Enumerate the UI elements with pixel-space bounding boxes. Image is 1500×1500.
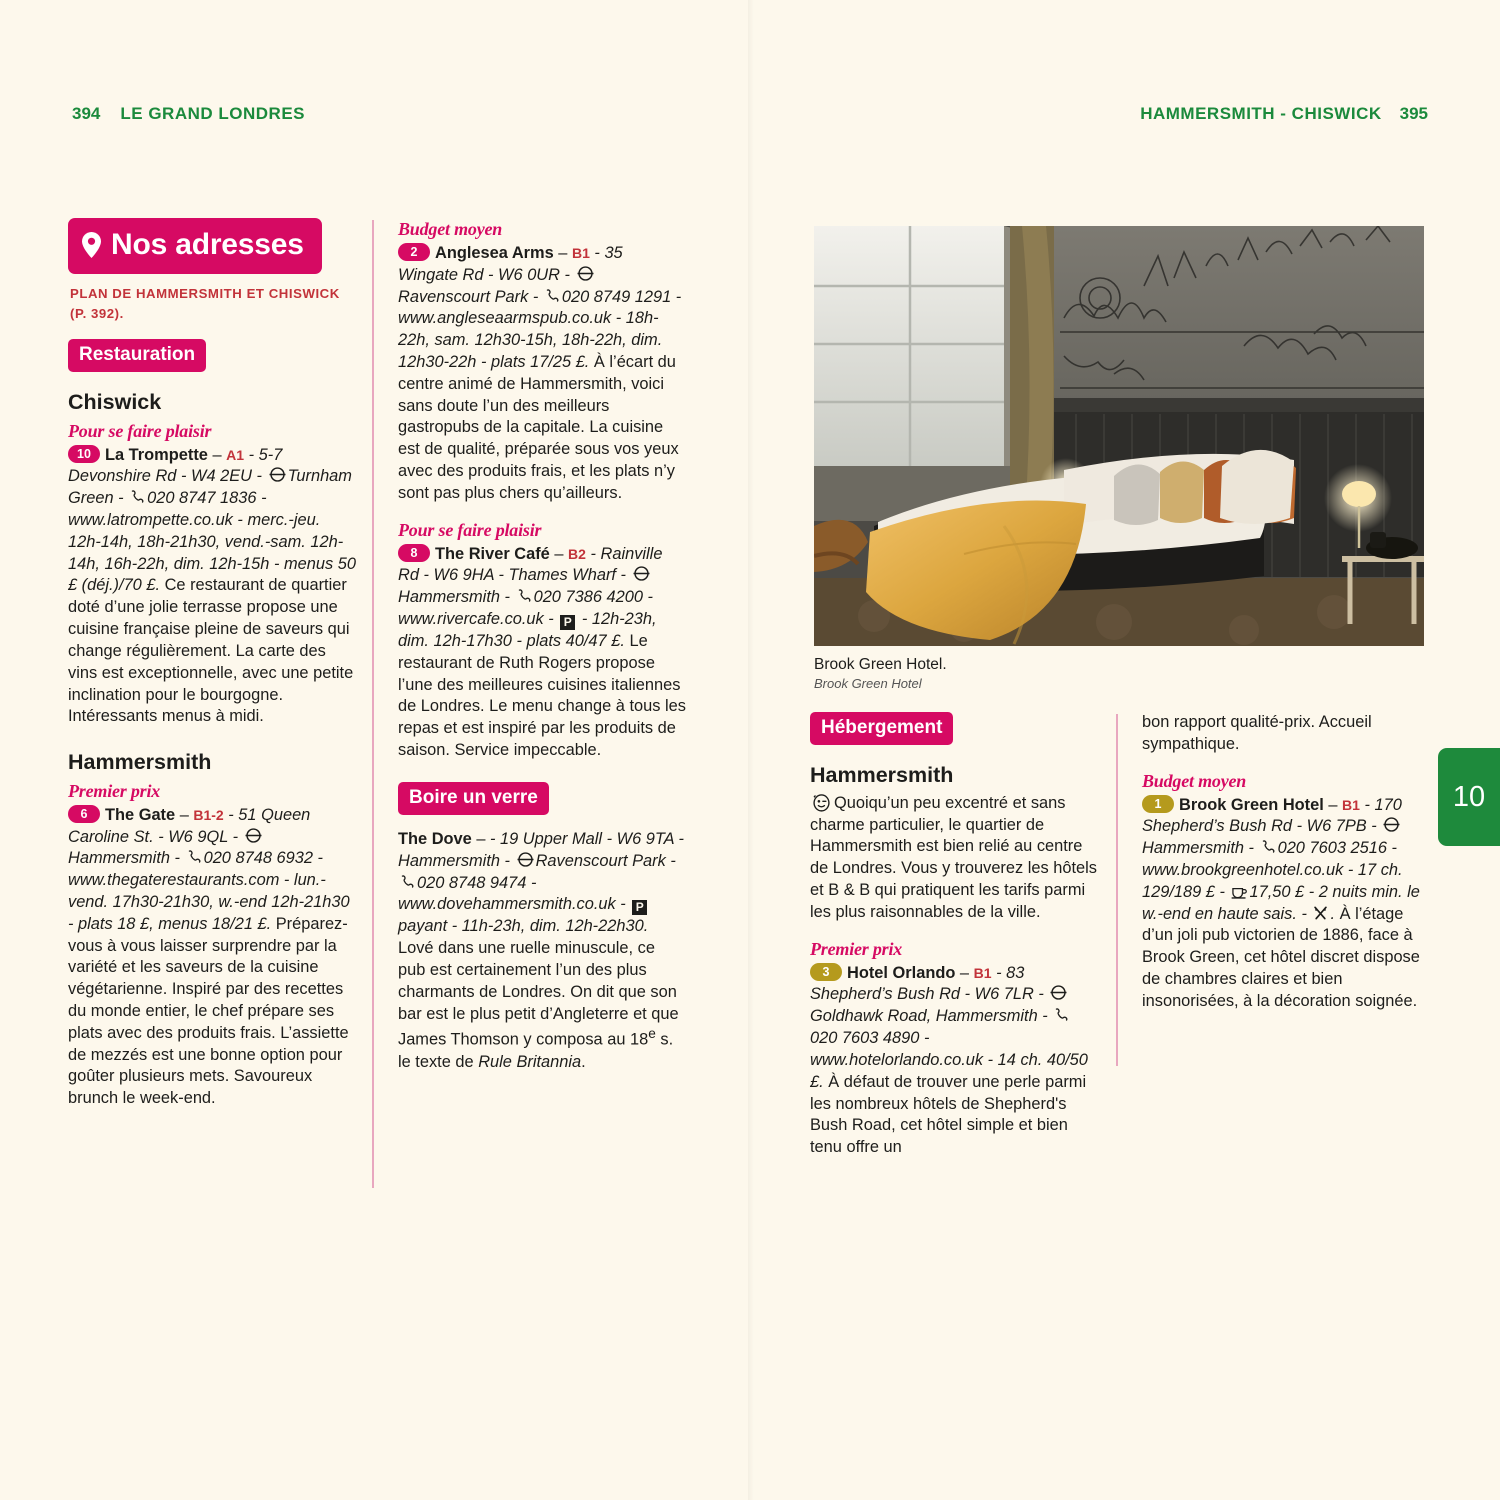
chapter-number: 10 [1452, 780, 1486, 813]
entry-sep: - [1037, 1007, 1053, 1026]
breakfast-cup-icon [1231, 886, 1247, 899]
entry-name: The Dove [398, 830, 472, 849]
left-folio: 394 [72, 104, 101, 123]
chapter-tab [1438, 748, 1500, 846]
ordinal-suffix: e [648, 1026, 656, 1042]
right-folio: 395 [1399, 104, 1428, 123]
grid-reference: B1 [571, 244, 590, 261]
entry-brook-green-hotel: 1 Brook Green Hotel – B1 - 170 Shepherd’s Bush Rd - W6 7PB - Hammersmith - 020 7603 2516 - www.brookgreenhotel.co.uk - 17 ch. 129/189 £ - 17,50 £ - 2 nuits min. le w.-end en haute sais. - . À l’étage d’un joli pub victorien de 1886, face à Brook Green, cet hôtel discret dispose de chambres claires et bien insonorisées, à la décoration soignée. [1142, 795, 1420, 1010]
entry-river-cafe: 8 The River Café – B2 - Rainville Rd - W6 9HA - Thames Wharf - Hammersmith - 020 7386 4200 - www.rivercafe.co.uk - P - 12h-23h, dim. 12h-17h30 - plats 40/47 £. Le restaurant de Ruth Rogers propose l’une des meilleures cuisines italiennes de Londres. Le menu change à tous les repas et est inspiré par les produits de saison. Service impeccable. [398, 544, 686, 759]
underground-icon [1383, 816, 1400, 833]
phone-icon [1261, 840, 1276, 855]
phone-icon [187, 850, 202, 865]
hammersmith-intro [810, 793, 1098, 924]
entry-sep: - [500, 588, 515, 607]
nos-adresses-banner [68, 218, 322, 274]
entry-address: - Rainville Rd - W6 9HA - Thames Wharf - [398, 544, 663, 585]
neighbourhood-hammersmith-hotels: Hammersmith [810, 763, 954, 788]
section-tag-hebergement: Hébergement [810, 712, 953, 745]
section-tag-boire-un-verre: Boire un verre [398, 782, 549, 815]
page-gutter [748, 0, 754, 1500]
entry-the-gate: 6 The Gate – B1-2 - 51 Queen Caroline St. - W6 9QL - Hammersmith - 020 8748 6932 - www.thegaterestaurants.com - lun.-vend. 17h30-21h30, w.-end 12h-21h30 - plats 18 £, menus 18/21 £. Préparez-vous à vous laisser surprendre par la variété et les saveurs de la cuisine végétarienne. Inspiré par des recettes du monde entier, le chef prépare ses plats avec des produits frais. L’assiette de mezzés est une bonne option pour goûter plusieurs mets. Savoureux brunch le week-end. [68, 805, 350, 1108]
entry-number-badge: 1 [1142, 795, 1174, 813]
neighbourhood-chiswick: Chiswick [68, 390, 162, 415]
entry-description: Préparez-vous à vous laisser surprendre par la variété et les saveurs de la cuisine végétarienne. Inspiré par des recettes du monde entier, le chef prépare ses plats avec des produits frais. L’assiette de mezzés est une bonne option pour goûter plusieurs mets. Savoureux brunch le week-end. [68, 914, 349, 1108]
restaurant-cutlery-icon [1313, 906, 1328, 921]
entry-station: Hammersmith [398, 588, 500, 607]
photo-credit: Brook Green Hotel [814, 676, 922, 691]
entry-hotel-orlando: 3 Hotel Orlando – B1 - 83 Shepherd’s Bush Rd - W6 7LR - Goldhawk Road, Hammersmith - 020 7603 4890 - www.hotelorlando.co.uk - 14 ch. 40/50 £. À défaut de trouver une perle parmi les nombreux hôtels de Shepherd's Bush Road, cet hôtel simple et bien tenu offre un [810, 963, 1088, 1157]
entry-description-end: . [581, 1052, 586, 1071]
entry-address: - 35 Wingate Rd - W6 0UR - [398, 243, 623, 284]
entry-description: À l’étage d’un joli pub victorien de 1886, face à Brook Green, cet hôtel discret dispose de chambres claires et bien insonorisées, à la décoration soignée. [1142, 904, 1420, 1010]
photo-caption-block [814, 656, 1424, 691]
entry-station: Goldhawk Road, Hammersmith [810, 1007, 1038, 1026]
price-band-premier-hotel: Premier prix [810, 938, 903, 959]
entry-address: - 170 Shepherd’s Bush Rd - W6 7PB - [1142, 795, 1402, 836]
photo-caption: Brook Green Hotel. [814, 656, 947, 673]
entry-number-badge: 2 [398, 243, 430, 261]
entry-rates: - www.hotelorlando.co.uk - 14 ch. 40/50 £. [810, 1029, 1088, 1091]
phone-icon [545, 289, 560, 304]
entry-phone: 020 8748 9474 [417, 873, 527, 892]
entry-breakfast-price: 17,50 £ [1249, 882, 1305, 901]
entry-the-dove: The Dove – - 19 Upper Mall - W6 9TA - Hammersmith - Ravenscourt Park - 020 8748 9474 - www.dovehammersmith.co.uk - P payant - 11h-23h, dim. 12h-22h30. Lové dans une ruelle minuscule, ce pub est certainement l’un des plus charmants de Londres. On dit que son bar est le plus petit d’Angleterre et que James Thomson y composa au 18e s. le texte de Rule Britannia. [398, 830, 685, 1071]
entry-description: Le restaurant de Ruth Rogers propose l’une des meilleures cuisines italiennes de Londres. Le menu change à tous les repas et est inspiré par les produits de saison. Service impeccable. [398, 631, 686, 759]
phone-icon [517, 589, 532, 604]
grid-reference: B2 [568, 545, 586, 562]
column-four [1142, 712, 1430, 1027]
photo-illustration [814, 226, 1424, 646]
entry-hours: - 12h-23h, dim. 12h-17h30 - plats 40/47 £. [398, 610, 657, 650]
nos-adresses-title: Nos adresses [111, 228, 304, 261]
entry-phone: 020 8749 1291 [561, 287, 672, 306]
right-running-head-label: HAMMERSMITH - CHISWICK [1140, 104, 1382, 123]
entry-sep: - [170, 849, 185, 868]
entry-sep: - [528, 287, 543, 306]
phone-icon [1054, 1008, 1069, 1023]
entry-name: The River Café [435, 544, 550, 563]
entry-website: - www.dovehammersmith.co.uk - [398, 873, 631, 914]
hammersmith-intro-text: Quoiqu’un peu excentré et sans charme particulier, le quartier de Hammersmith est bien relié au centre de Londres. Vous y trouverez les hôtels et B & B qui pratiquent les tarifs parmi les plus raisonnables de la ville. [810, 793, 1098, 921]
entry-conditions: - 2 nuits min. le w.-end en haute sais. - [1142, 882, 1420, 923]
entry-sep: - [113, 489, 129, 508]
entry-phone: 020 8747 1836 [147, 489, 257, 508]
grid-reference: A1 [226, 446, 245, 463]
entry-name: Hotel Orlando [847, 963, 956, 982]
entry-rates: - www.brookgreenhotel.co.uk - 17 ch. 129/189 £ - [1142, 839, 1403, 901]
column-two [398, 218, 686, 1087]
entry-description: À l’écart du centre animé de Hammersmith, voici sans doute l’un des meilleurs gastropubs de la capitale. La cuisine est de qualité, préparée sous vos yeux avec des produits frais, et les plats n’y sont pas plus chers qu’ailleurs. [398, 353, 679, 502]
entry-phone: 020 7386 4200 [533, 588, 643, 607]
entry-station: Hammersmith [1142, 839, 1244, 858]
wink-face-icon [812, 793, 831, 812]
parking-icon: P [560, 615, 575, 630]
entry-website: - www.rivercafe.co.uk - [398, 588, 653, 629]
entry-address: - 5-7 Devonshire Rd - W4 2EU - [68, 445, 283, 486]
underground-icon [1050, 984, 1067, 1001]
entry-description: Ce restaurant de quartier doté d’une jolie terrasse propose une cuisine française pleine de saveurs qui change régulièrement. La carte des vins est exceptionnelle, avec une petite inclination pour le bourgogne. Intéressants menus à midi. [68, 576, 354, 726]
entry-hours: - www.latrompette.co.uk - merc.-jeu. 12h-14h, 18h-21h30, vend.-sam. 12h-14h, 16h-22h, dim. 12h-15h - menus 50 £ (déj.)/70 £. [68, 489, 356, 595]
hotel-orlando-continuation [1142, 712, 1430, 756]
plan-reference: PLAN DE HAMMERSMITH ET CHISWICK (P. 392). [70, 285, 340, 322]
entry-hours: - www.angleseaarmspub.co.uk - 18h-22h, sam. 12h30-15h, 18h-22h, dim. 12h30-22h - plats 17/25 £. [398, 287, 682, 371]
price-band-moyen-hotel: Budget moyen [1142, 770, 1247, 791]
entry-station: Turnham Green [68, 467, 352, 508]
entry-description-cont: s. le texte de [398, 1030, 674, 1071]
entry-hours: - www.thegaterestaurants.com - lun.-vend. 17h30-21h30, w.-end 12h-21h30 - plats 18 £, menus 18/21 £. [68, 849, 350, 933]
underground-icon [633, 565, 650, 582]
neighbourhood-hammersmith: Hammersmith [68, 750, 212, 775]
entry-sep-end: . [1330, 904, 1340, 923]
entry-address: - 51 Queen Caroline St. - W6 9QL - [68, 805, 311, 846]
grid-reference: B1 [1342, 796, 1360, 813]
left-running-head [72, 104, 305, 124]
column-three [810, 712, 1098, 1173]
entry-number-badge: 10 [68, 445, 100, 463]
left-running-head-label: LE GRAND LONDRES [120, 104, 305, 123]
continuation-text: bon rapport qualité-prix. Accueil sympathique. [1142, 713, 1372, 753]
entry-station: Hammersmith [68, 849, 170, 868]
entry-name: The Gate [105, 805, 176, 824]
entry-hours: payant - 11h-23h, dim. 12h-22h30. [398, 917, 649, 936]
right-running-head [1140, 104, 1428, 124]
entry-description: À défaut de trouver une perle parmi les nombreux hôtels de Shepherd's Bush Road, cet hôtel simple et bien tenu offre un [810, 1072, 1087, 1157]
entry-station: Ravenscourt Park [535, 851, 666, 870]
grid-reference: B1 [973, 964, 992, 981]
entry-phone: 020 7603 4890 [810, 1029, 920, 1048]
entry-number-badge: 8 [398, 544, 430, 562]
phone-icon [130, 490, 145, 505]
underground-icon [577, 265, 594, 282]
section-tag-restauration: Restauration [68, 339, 206, 372]
price-band-premier: Premier prix [68, 780, 161, 801]
entry-name: Brook Green Hotel [1179, 795, 1324, 814]
underground-icon [245, 827, 262, 844]
entry-name: La Trompette [105, 445, 208, 464]
entry-address: - 83 Shepherd’s Bush Rd - W6 7LR - [810, 963, 1049, 1004]
entry-anglesea-arms: 2 Anglesea Arms – B1 - 35 Wingate Rd - W6 0UR - Ravenscourt Park - 020 8749 1291 - www.angleseaarmspub.co.uk - 18h-22h, sam. 12h30-15h, 18h-22h, dim. 12h30-22h - plats 17/25 £. À l’écart du centre animé de Hammersmith, voici sans doute l’un des meilleurs gastropubs de la capitale. La cuisine est de qualité, préparée sous vos yeux avec des produits frais, et les plats n’y sont pas plus chers qu’ailleurs. [398, 243, 682, 502]
phone-icon [400, 875, 415, 890]
underground-icon [517, 851, 534, 868]
parking-icon: P [632, 900, 647, 915]
book-title: Rule Britannia [478, 1052, 582, 1071]
entry-phone: 020 8748 6932 [203, 849, 313, 868]
entry-sep: - [665, 851, 676, 870]
map-pin-icon [82, 232, 101, 258]
entry-address: - 19 Upper Mall - W6 9TA - Hammersmith - [398, 830, 685, 870]
entry-la-trompette: 10 La Trompette – A1 - 5-7 Devonshire Rd - W4 2EU - Turnham Green - 020 8747 1836 - www.latrompette.co.uk - merc.-jeu. 12h-14h, 18h-21h30, vend.-sam. 12h-14h, 16h-22h, dim. 12h-15h - menus 50 £ (déj.)/70 £. Ce restaurant de quartier doté d’une jolie terrasse propose une cuisine française pleine de saveurs qui change régulièrement. La carte des vins est exceptionnelle, avec une petite inclination pour le bourgogne. Intéressants menus à midi. [68, 445, 356, 726]
column-one [68, 218, 356, 1124]
entry-station: Ravenscourt Park [398, 287, 529, 306]
entry-description: Lové dans une ruelle minuscule, ce pub est certainement l’un des plus charmants de Londres. On dit que son bar est le plus petit d’Angleterre et que James Thomson y composa au 18 [398, 939, 679, 1049]
entry-number-badge: 6 [68, 805, 100, 823]
grid-reference: B1-2 [193, 806, 224, 823]
entry-sep: - [1244, 839, 1259, 858]
price-band-moyen: Budget moyen [398, 219, 503, 239]
underground-icon [269, 466, 286, 483]
entry-name: Anglesea Arms [435, 243, 554, 262]
entry-number-badge: 3 [810, 963, 842, 981]
price-band-plaisir-2: Pour se faire plaisir [398, 519, 542, 540]
entry-phone: 020 7603 2516 [1277, 839, 1387, 858]
hotel-room-photo [814, 226, 1424, 646]
price-band-plaisir: Pour se faire plaisir [68, 420, 212, 441]
